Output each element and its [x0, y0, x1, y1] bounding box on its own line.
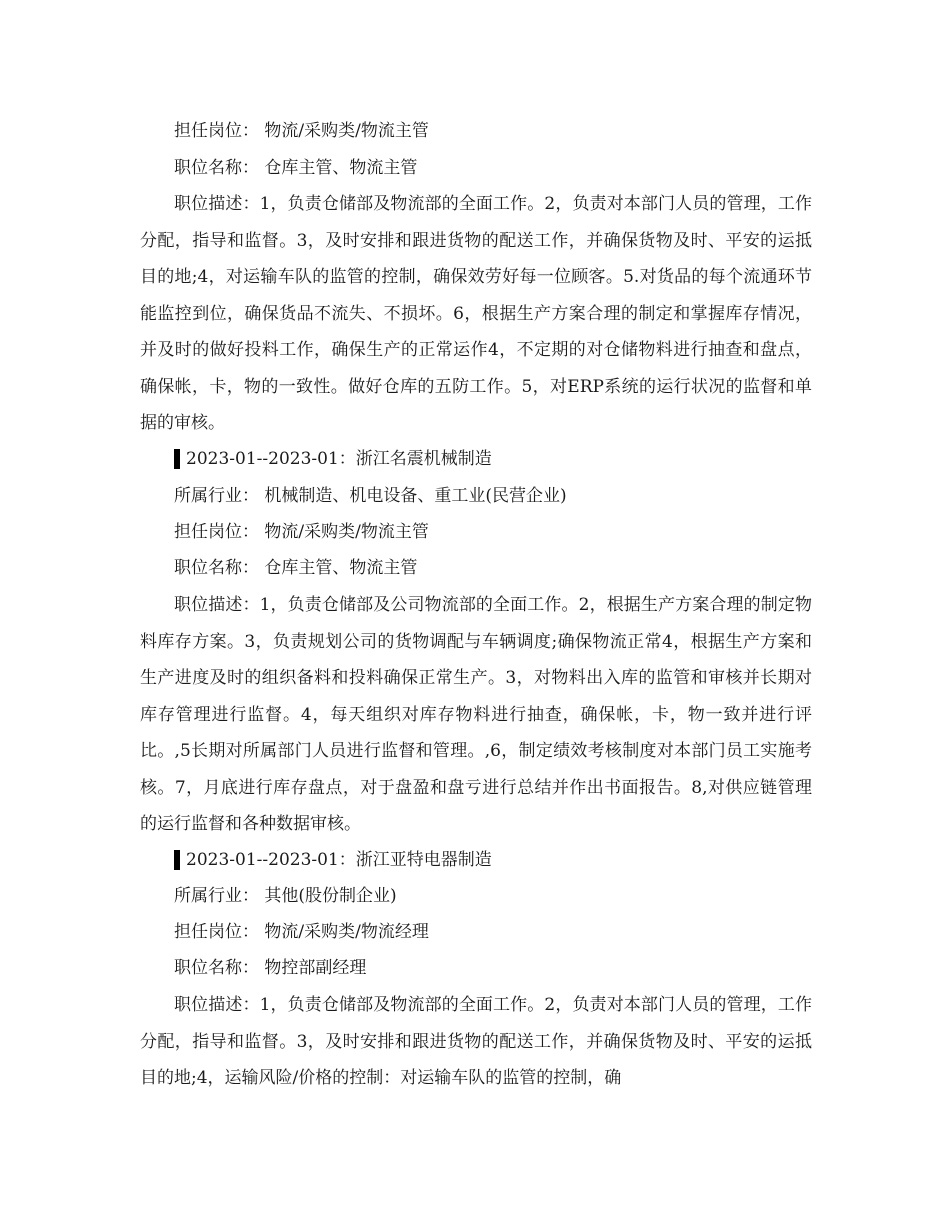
position-line: 担任岗位： 物流/采购类/物流主管	[174, 121, 429, 141]
job-entry-header	[174, 849, 492, 871]
job-entry-header-text: 2023-01--2023-01：浙江亚特电器制造	[186, 850, 492, 870]
section-marker-bar	[174, 850, 180, 870]
job-description: 职位描述：1，负责仓储部及公司物流部的全面工作。2，根据生产方案合理的制定物料库存方案。3，负责规划公司的货物调配与车辆调度;确保物流正常4，根据生产方案和生产进度及时的组织备料和投料确保正常生产。3，对物料出入库的监管和审核并长期对库存管理进行监督。4，每天组织对库存物料进行抽查，确保帐，卡，物一致并进行评比。,5长期对所属部门人员进行监督和管理。,6，制定绩效考核制度对本部门员工实施考核。7，月底进行库存盘点，对于盘盈和盘亏进行总结并作出书面报告。8,对供应链管理的运行监督和各种数据审核。	[140, 595, 812, 834]
job-entry-header-text: 2023-01--2023-01：浙江名震机械制造	[186, 449, 492, 469]
job-entry-header	[174, 448, 492, 470]
job-title-line: 职位名称： 物控部副经理	[174, 958, 367, 978]
job-title-line: 职位名称： 仓库主管、物流主管	[174, 158, 418, 178]
industry-line: 所属行业： 其他(股份制企业)	[174, 886, 397, 906]
position-line: 担任岗位： 物流/采购类/物流经理	[174, 922, 429, 942]
job-title-line: 职位名称： 仓库主管、物流主管	[174, 558, 418, 578]
industry-line: 所属行业： 机械制造、机电设备、重工业(民营企业)	[174, 486, 567, 506]
position-line: 担任岗位： 物流/采购类/物流主管	[174, 522, 429, 542]
job-description: 职位描述：1，负责仓储部及物流部的全面工作。2，负责对本部门人员的管理，工作分配，指导和监督。3，及时安排和跟进货物的配送工作，并确保货物及时、平安的运抵目的地;4，运输风险/价格的控制：对运输车队的监管的控制，确	[140, 995, 812, 1088]
section-marker-bar	[174, 449, 180, 469]
job-description: 职位描述：1，负责仓储部及物流部的全面工作。2，负责对本部门人员的管理，工作分配，指导和监督。3，及时安排和跟进货物的配送工作，并确保货物及时、平安的运抵目的地;4，对运输车队的监管的控制，确保效劳好每一位顾客。5.对货品的每个流通环节能监控到位，确保货品不流失、不损坏。6，根据生产方案合理的制定和掌握库存情况，并及时的做好投料工作，确保生产的正常运作4，不定期的对仓储物料进行抽查和盘点，确保帐，卡，物的一致性。做好仓库的五防工作。5，对ERP系统的运行状况的监督和单据的审核。	[140, 194, 812, 433]
